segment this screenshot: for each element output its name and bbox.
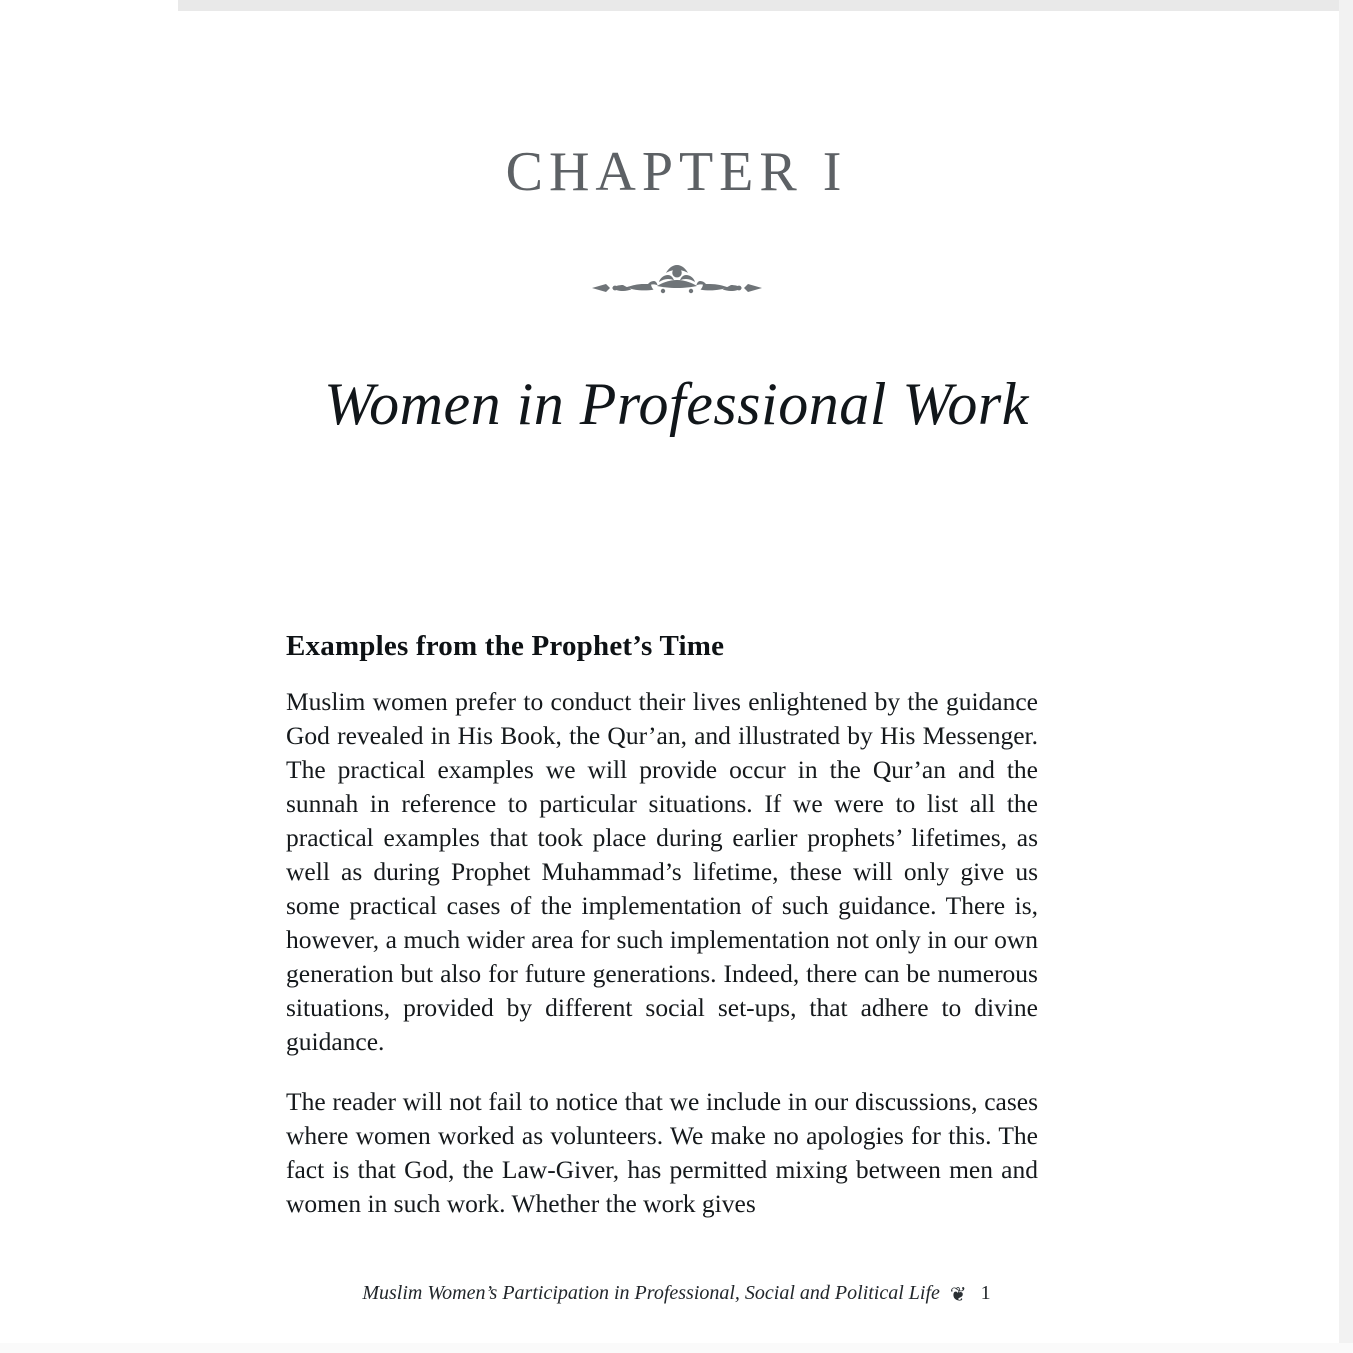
small-leaf-ornament: ❦ [949, 1284, 967, 1306]
page-number: 1 [980, 1282, 991, 1304]
footer-running-title: Muslim Women’s Participation in Professional, Social and Political Life [362, 1282, 940, 1304]
scan-edge-bottom [0, 1343, 1353, 1353]
chapter-label: CHAPTER I [505, 141, 848, 203]
body-text-block [286, 630, 1038, 1221]
page-footer [0, 1280, 1353, 1305]
paragraph-2: The reader will not fail to notice that we include in our discussions, cases where women worked as volunteers. We make no apologies for this. The fact is that God, the Law-Giver, has permitted mixing between men and women in such work. Whether the work gives [286, 1087, 1038, 1218]
chapter-title: Women in Professional Work [324, 371, 1029, 437]
scan-edge-top [178, 0, 1353, 11]
paragraph-1: Muslim women prefer to conduct their lives enlightened by the guidance God revealed in His Book, the Qur’an, and illustrated by His Messenger. The practical examples we will provide occur in the Qur’an and the sunnah in reference to particular situations. If we were to list all the practical examples that took place during earlier prophets’ lifetimes, as well as during Prophet Muhammad’s lifetime, these will only give us some practical cases of the implementation of such guidance. There is, however, a much wider area for such implementation not only in our own generation but also for future generations. Indeed, there can be numerous situations, provided by different social set-ups, that adhere to divine guidance. [286, 687, 1038, 1056]
floral-divider-ornament [0, 255, 1353, 306]
section-heading: Examples from the Prophet’s Time [286, 630, 725, 662]
scan-edge-left [0, 0, 178, 12]
